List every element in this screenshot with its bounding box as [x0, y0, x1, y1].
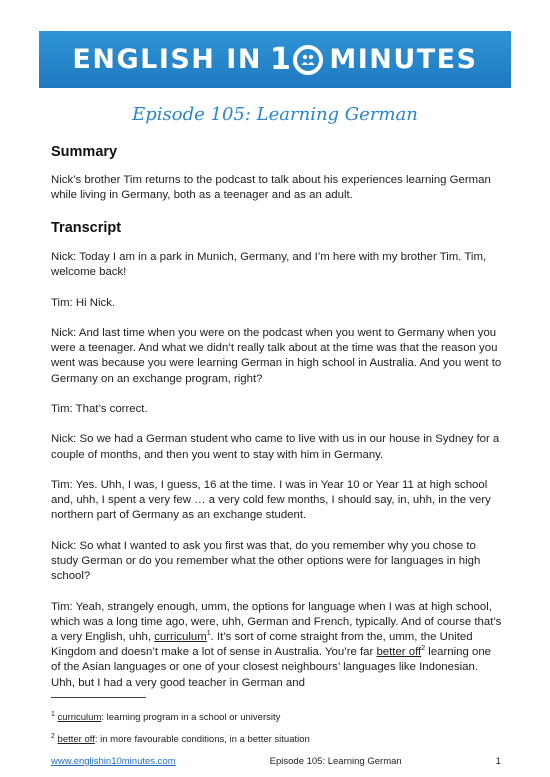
brand-logo	[72, 41, 478, 77]
text-run: learning one of the Asian languages or one of your closest neighbours’ languages like Indonesian. Uhh, but I had a very good teacher in German and	[51, 646, 492, 689]
brand-one-digit: 1	[269, 41, 293, 77]
transcript-paragraph: Nick: So we had a German student who came to live with us in our house in Sydney for a couple of months, and then you went to stay with him in Germany.	[51, 433, 500, 461]
transcript-paragraph: Nick: Today I am in a park in Munich, Germany, and I’m here with my brother Tim. Tim, welcome back!	[51, 251, 487, 279]
footnote-number: 1	[51, 710, 55, 718]
episode-title: Episode 105: Learning German	[132, 104, 418, 125]
transcript-paragraph: Tim: Hi Nick.	[51, 296, 116, 309]
vocab-term-curriculum: curriculum	[154, 630, 207, 643]
brand-left-text: ENGLISH IN	[72, 44, 262, 75]
transcript-paragraph-with-footnotes	[51, 600, 503, 691]
footnote-1	[51, 712, 280, 723]
vocab-term-better-off: better off	[376, 646, 422, 659]
transcript-paragraph: Nick: And last time when you were on the podcast when you went to Germany when you were a teenager. And what we didn’t really talk about at the time was that the reason you went was because you were learning German in high school in Australia. And you went to Germany on an exchange program, right?	[51, 326, 502, 385]
footnote-term: curriculum	[57, 712, 102, 723]
ten-logo	[269, 41, 323, 77]
transcript-body	[51, 250, 503, 706]
header-banner	[39, 31, 511, 88]
footnote-ref-2: 2	[421, 645, 426, 653]
summary-text: Nick’s brother Tim returns to the podcast to talk about his experiences learning German while living in Germany, both as a teenager and as an adult.	[51, 174, 491, 202]
transcript-paragraph: Nick: So what I wanted to ask you first was that, do you remember why you chose to study German or do you remember what the other options were for languages in high school?	[51, 539, 481, 583]
footnote-ref-1: 1	[206, 630, 211, 638]
footnote-definition: : learning program in a school or university	[101, 712, 281, 723]
website-link[interactable]: www.englishin10minutes.com	[51, 756, 176, 767]
text-run: Tim: Yeah, strangely enough, umm, the options for language when I was at high school, which was a long time ago, were, uhh, German and French, typically. And of course that’s a very English, uhh,	[51, 600, 502, 643]
summary-heading: Summary	[51, 144, 118, 160]
footnote-term: better off	[57, 734, 95, 745]
footnote-definition: : in more favourable conditions, in a better situation	[94, 734, 310, 745]
brand-right-text: MINUTES	[329, 44, 478, 75]
page-number: 1	[495, 756, 501, 767]
footnote-divider	[51, 697, 146, 698]
transcript-heading: Transcript	[51, 220, 122, 236]
people-icon	[300, 52, 316, 68]
speech-people-icon	[293, 45, 323, 75]
transcript-paragraph: Tim: Yes. Uhh, I was, I guess, 16 at the time. I was in Year 10 or Year 11 at high school and, uhh, I spent a very few … a very cold few months, I should say, in, uhh, in the very northern part of Germany as an exchange student.	[51, 478, 491, 522]
footer-episode-title: Episode 105: Learning German	[269, 756, 402, 767]
page-footer	[51, 756, 501, 767]
text-run: . It’s sort of come straight from the, umm, the United Kingdom and doesn’t make a lot of sense in Australia. You’re far	[51, 630, 473, 659]
footnote-number: 2	[51, 732, 55, 740]
transcript-paragraph: Tim: That’s correct.	[51, 402, 148, 415]
footnote-2	[51, 734, 310, 745]
